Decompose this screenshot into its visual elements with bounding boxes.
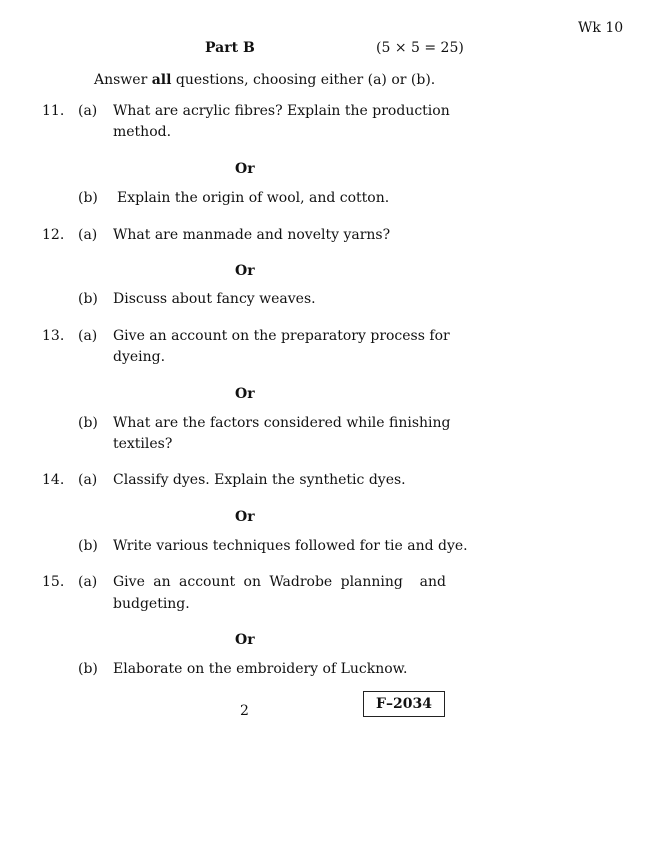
page-code: F–2034 xyxy=(363,691,445,717)
question-text: Give an account on Wadrobe planning and xyxy=(113,574,446,590)
or-separator: Or xyxy=(235,161,255,177)
instruction-bold: all xyxy=(151,72,172,88)
question-number: 12. xyxy=(42,227,65,243)
question-text-continued: textiles? xyxy=(113,436,173,452)
question-text: Explain the origin of wool, and cotton. xyxy=(117,190,390,206)
page-number: 2 xyxy=(240,703,249,719)
question-text-continued: method. xyxy=(113,124,172,140)
marks-label: (5 × 5 = 25) xyxy=(376,40,464,56)
option-label: (b) xyxy=(78,415,98,431)
question-text: Discuss about fancy weaves. xyxy=(113,291,316,307)
question-text: Write various techniques followed for tie and dye. xyxy=(113,538,468,554)
option-label: (b) xyxy=(78,291,98,307)
question-text: What are acrylic fibres? Explain the production xyxy=(113,103,450,119)
question-text-continued: dyeing. xyxy=(113,349,166,365)
question-number: 11. xyxy=(42,103,65,119)
question-number: 13. xyxy=(42,328,65,344)
part-title: Part B xyxy=(205,40,255,56)
or-separator: Or xyxy=(235,509,255,525)
instruction-post: questions, choosing either (a) or (b). xyxy=(171,72,436,88)
option-label: (a) xyxy=(78,328,98,344)
option-label: (a) xyxy=(78,574,98,590)
option-label: (a) xyxy=(78,103,98,119)
option-label: (a) xyxy=(78,472,98,488)
or-separator: Or xyxy=(235,263,255,279)
question-text: Classify dyes. Explain the synthetic dyes. xyxy=(113,472,406,488)
question-number: 15. xyxy=(42,574,65,590)
or-separator: Or xyxy=(235,386,255,402)
option-label: (b) xyxy=(78,538,98,554)
question-text: Give an account on the preparatory process for xyxy=(113,328,450,344)
question-text: What are manmade and novelty yarns? xyxy=(113,227,391,243)
option-label: (a) xyxy=(78,227,98,243)
question-number: 14. xyxy=(42,472,65,488)
option-label: (b) xyxy=(78,190,98,206)
question-text-continued: budgeting. xyxy=(113,596,190,612)
instruction-pre: Answer xyxy=(94,72,152,88)
or-separator: Or xyxy=(235,632,255,648)
week-label: Wk 10 xyxy=(578,20,624,36)
option-label: (b) xyxy=(78,661,98,677)
instruction-text xyxy=(94,72,435,88)
question-text: What are the factors considered while finishing xyxy=(113,415,451,431)
question-text: Elaborate on the embroidery of Lucknow. xyxy=(113,661,408,677)
